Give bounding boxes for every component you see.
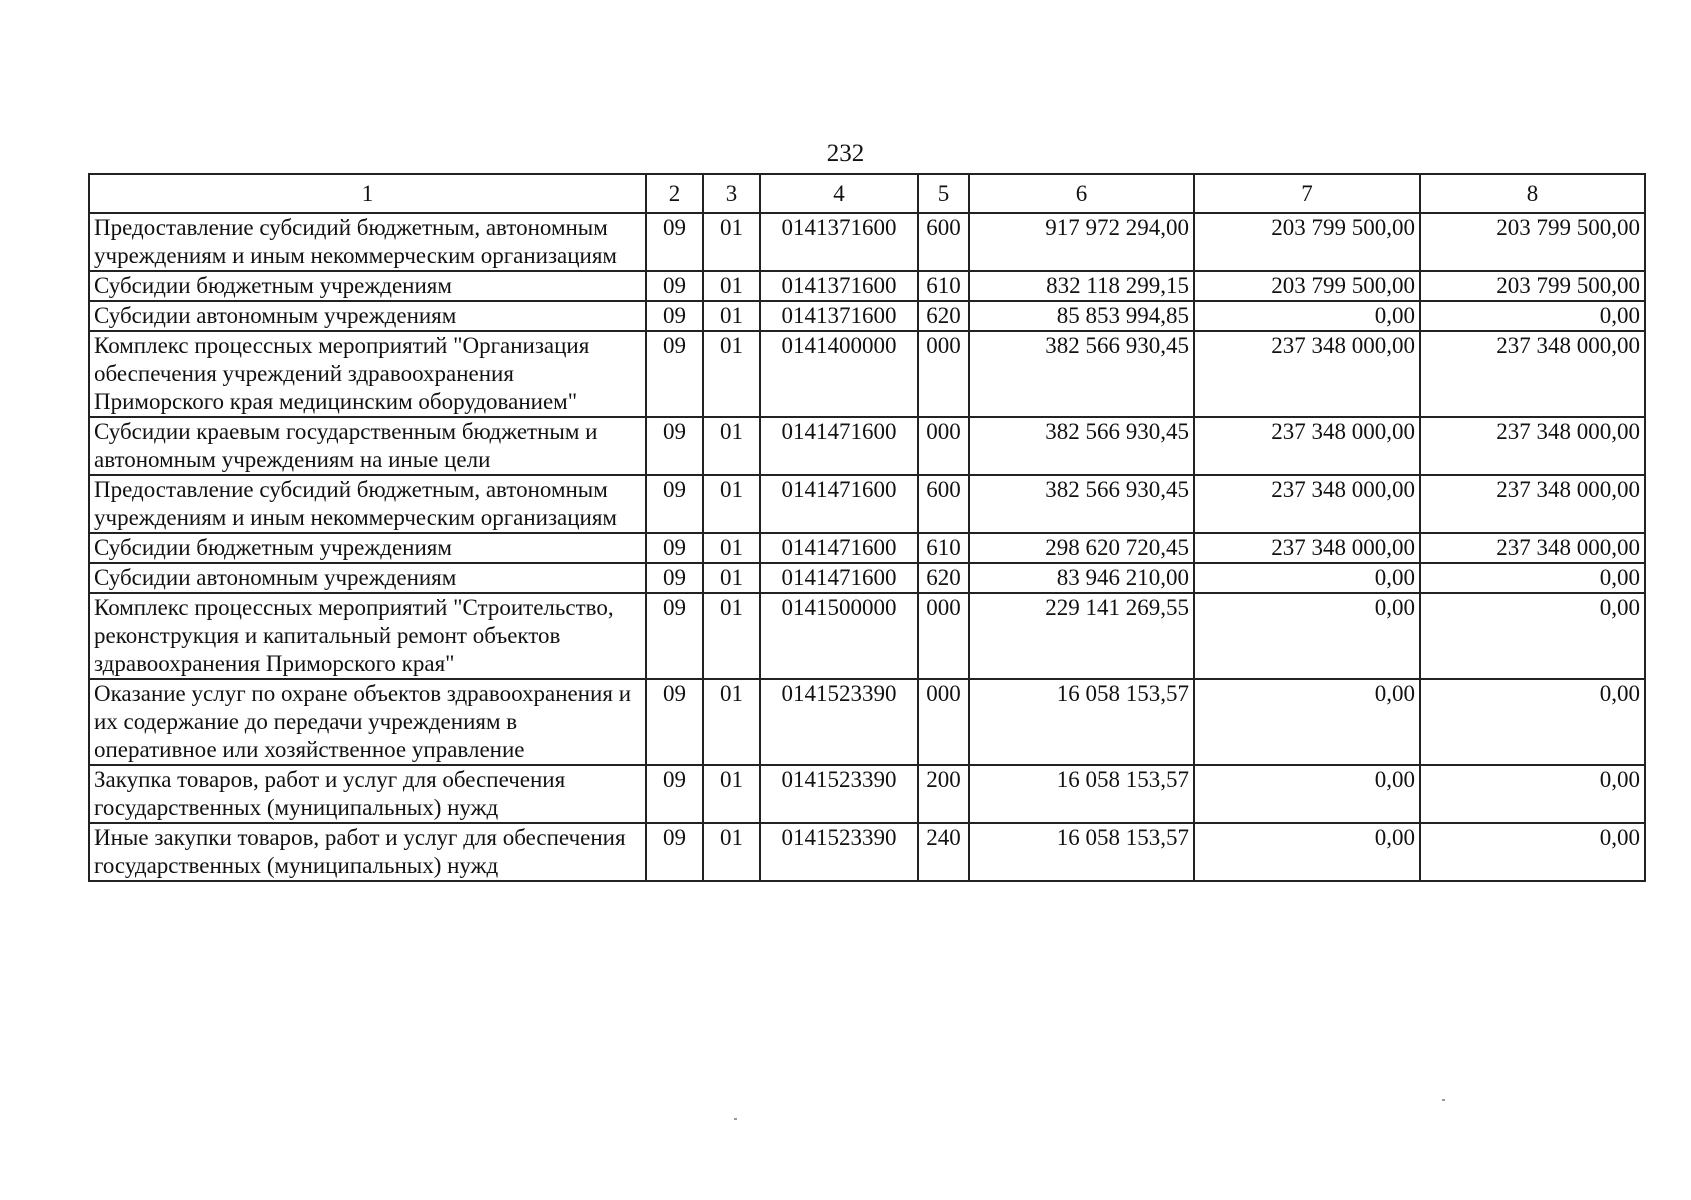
amount-cell: 298 620 720,45	[969, 533, 1194, 563]
expense-type-cell: 620	[918, 301, 969, 331]
expense-type-cell: 240	[918, 823, 969, 881]
amount-cell: 237 348 000,00	[1194, 417, 1420, 475]
section-cell: 09	[646, 301, 703, 331]
column-header: 7	[1194, 174, 1420, 213]
amount-cell: 0,00	[1420, 765, 1645, 823]
amount-cell: 203 799 500,00	[1194, 213, 1420, 271]
target-article-cell: 0141523390	[760, 823, 918, 881]
amount-cell: 0,00	[1420, 823, 1645, 881]
section-cell: 09	[646, 271, 703, 301]
subsection-cell: 01	[703, 533, 760, 563]
subsection-cell: 01	[703, 563, 760, 593]
expense-type-cell: 610	[918, 533, 969, 563]
subsection-cell: 01	[703, 823, 760, 881]
amount-cell: 203 799 500,00	[1420, 213, 1645, 271]
amount-cell: 0,00	[1420, 563, 1645, 593]
subsection-cell: 01	[703, 475, 760, 533]
table-row	[89, 475, 1645, 533]
amount-cell: 83 946 210,00	[969, 563, 1194, 593]
expense-type-cell: 000	[918, 593, 969, 679]
amount-cell: 85 853 994,85	[969, 301, 1194, 331]
amount-cell: 0,00	[1194, 679, 1420, 765]
row-name-cell: Комплекс процессных мероприятий "Строительство, реконструкция и капитальный ремонт объектов здравоохранения Приморского края"	[89, 593, 646, 679]
subsection-cell: 01	[703, 331, 760, 417]
budget-table	[88, 173, 1646, 882]
column-header: 1	[89, 174, 646, 213]
amount-cell: 237 348 000,00	[1420, 475, 1645, 533]
column-header: 5	[918, 174, 969, 213]
table-row	[89, 533, 1645, 563]
row-name-cell: Иные закупки товаров, работ и услуг для обеспечения государственных (муниципальных) нужд	[89, 823, 646, 881]
section-cell: 09	[646, 563, 703, 593]
amount-cell: 16 058 153,57	[969, 823, 1194, 881]
expense-type-cell: 600	[918, 475, 969, 533]
amount-cell: 237 348 000,00	[1194, 331, 1420, 417]
amount-cell: 229 141 269,55	[969, 593, 1194, 679]
expense-type-cell: 610	[918, 271, 969, 301]
row-name-cell: Оказание услуг по охране объектов здравоохранения и их содержание до передачи учреждениям в оперативное или хозяйственное управление	[89, 679, 646, 765]
scan-artifact	[1442, 1099, 1445, 1101]
amount-cell: 0,00	[1194, 301, 1420, 331]
row-name-cell: Субсидии бюджетным учреждениям	[89, 271, 646, 301]
table-row	[89, 213, 1645, 271]
section-cell: 09	[646, 823, 703, 881]
target-article-cell: 0141371600	[760, 301, 918, 331]
subsection-cell: 01	[703, 765, 760, 823]
target-article-cell: 0141371600	[760, 213, 918, 271]
target-article-cell: 0141400000	[760, 331, 918, 417]
amount-cell: 0,00	[1194, 823, 1420, 881]
page-number: 232	[826, 140, 865, 167]
amount-cell: 832 118 299,15	[969, 271, 1194, 301]
column-header: 2	[646, 174, 703, 213]
table-row	[89, 823, 1645, 881]
section-cell: 09	[646, 593, 703, 679]
column-header: 6	[969, 174, 1194, 213]
table-row	[89, 271, 1645, 301]
subsection-cell: 01	[703, 679, 760, 765]
section-cell: 09	[646, 213, 703, 271]
table-row	[89, 593, 1645, 679]
amount-cell: 16 058 153,57	[969, 765, 1194, 823]
target-article-cell: 0141471600	[760, 533, 918, 563]
row-name-cell: Предоставление субсидий бюджетным, автономным учреждениям и иным некоммерческим организациям	[89, 213, 646, 271]
subsection-cell: 01	[703, 271, 760, 301]
amount-cell: 237 348 000,00	[1420, 533, 1645, 563]
amount-cell: 0,00	[1420, 593, 1645, 679]
target-article-cell: 0141523390	[760, 679, 918, 765]
table-row	[89, 301, 1645, 331]
row-name-cell: Субсидии автономным учреждениям	[89, 301, 646, 331]
section-cell: 09	[646, 679, 703, 765]
target-article-cell: 0141471600	[760, 475, 918, 533]
expense-type-cell: 000	[918, 331, 969, 417]
amount-cell: 917 972 294,00	[969, 213, 1194, 271]
table-row	[89, 331, 1645, 417]
row-name-cell: Субсидии автономным учреждениям	[89, 563, 646, 593]
amount-cell: 382 566 930,45	[969, 475, 1194, 533]
row-name-cell: Комплекс процессных мероприятий "Организация обеспечения учреждений здравоохранения Приморского края медицинским оборудованием"	[89, 331, 646, 417]
section-cell: 09	[646, 765, 703, 823]
expense-type-cell: 600	[918, 213, 969, 271]
table-row	[89, 679, 1645, 765]
expense-type-cell: 620	[918, 563, 969, 593]
expense-type-cell: 000	[918, 417, 969, 475]
subsection-cell: 01	[703, 593, 760, 679]
subsection-cell: 01	[703, 417, 760, 475]
amount-cell: 382 566 930,45	[969, 417, 1194, 475]
row-name-cell: Субсидии краевым государственным бюджетным и автономным учреждениям на иные цели	[89, 417, 646, 475]
target-article-cell: 0141500000	[760, 593, 918, 679]
amount-cell: 16 058 153,57	[969, 679, 1194, 765]
amount-cell: 237 348 000,00	[1194, 475, 1420, 533]
amount-cell: 203 799 500,00	[1420, 271, 1645, 301]
row-name-cell: Закупка товаров, работ и услуг для обеспечения государственных (муниципальных) нужд	[89, 765, 646, 823]
amount-cell: 382 566 930,45	[969, 331, 1194, 417]
amount-cell: 0,00	[1420, 679, 1645, 765]
amount-cell: 0,00	[1194, 765, 1420, 823]
amount-cell: 0,00	[1194, 593, 1420, 679]
amount-cell: 237 348 000,00	[1194, 533, 1420, 563]
column-header: 3	[703, 174, 760, 213]
target-article-cell: 0141471600	[760, 417, 918, 475]
section-cell: 09	[646, 417, 703, 475]
expense-type-cell: 000	[918, 679, 969, 765]
scan-artifact	[734, 1118, 737, 1120]
amount-cell: 0,00	[1420, 301, 1645, 331]
table-row	[89, 765, 1645, 823]
target-article-cell: 0141523390	[760, 765, 918, 823]
subsection-cell: 01	[703, 213, 760, 271]
amount-cell: 237 348 000,00	[1420, 331, 1645, 417]
section-cell: 09	[646, 331, 703, 417]
expense-type-cell: 200	[918, 765, 969, 823]
section-cell: 09	[646, 475, 703, 533]
subsection-cell: 01	[703, 301, 760, 331]
table-row	[89, 417, 1645, 475]
amount-cell: 0,00	[1194, 563, 1420, 593]
table-row	[89, 563, 1645, 593]
row-name-cell: Предоставление субсидий бюджетным, автономным учреждениям и иным некоммерческим организациям	[89, 475, 646, 533]
amount-cell: 237 348 000,00	[1420, 417, 1645, 475]
header-row	[89, 174, 1645, 213]
column-header: 8	[1420, 174, 1645, 213]
row-name-cell: Субсидии бюджетным учреждениям	[89, 533, 646, 563]
target-article-cell: 0141371600	[760, 271, 918, 301]
section-cell: 09	[646, 533, 703, 563]
amount-cell: 203 799 500,00	[1194, 271, 1420, 301]
target-article-cell: 0141471600	[760, 563, 918, 593]
column-header: 4	[760, 174, 918, 213]
